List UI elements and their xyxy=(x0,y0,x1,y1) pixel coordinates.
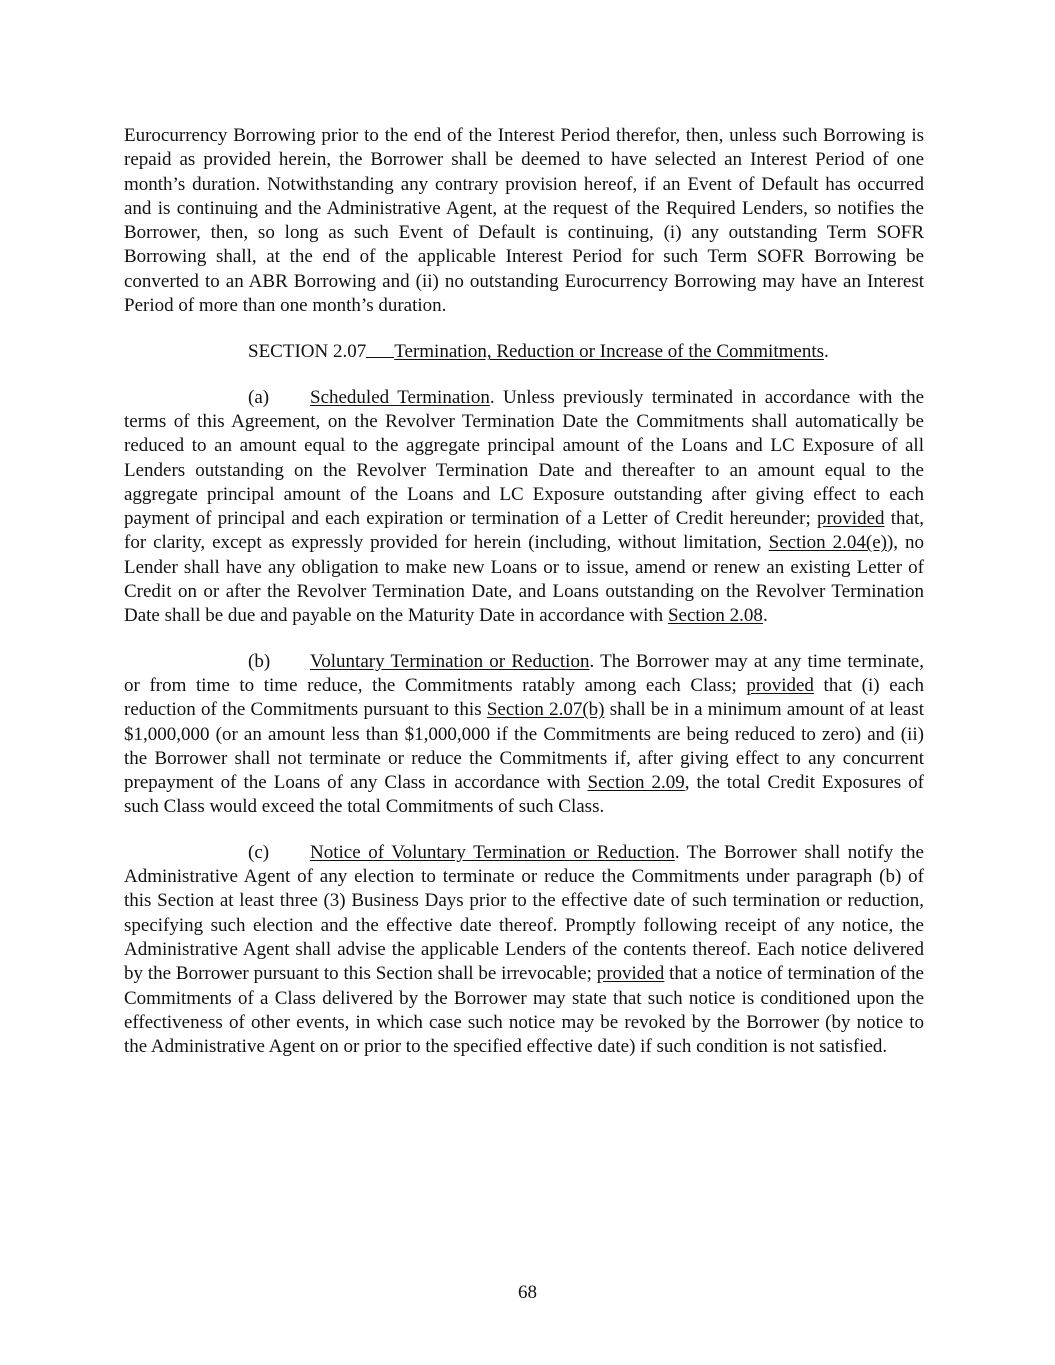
subsection-a-text: . Unless previously terminated in accordance with the terms of this Agreement, on the Revolver Termination Date the Commitments shall automatically be reduced to an amount equal to the aggregate principal amount of the Loans and LC Exposure of all Lenders outstanding on the Revolver Termination Date and thereafter to an amount equal to the aggregate principal amount of the Loans and LC Exposure outstanding after giving effect to each payment of principal and each expiration or termination of a Letter of Credit hereunder; xyxy=(124,386,924,530)
subsection-b-text: . The Borrower may at any time terminate, or from time to time reduce, the Commitments ratably among each Class; xyxy=(124,650,924,696)
intro-paragraph xyxy=(124,124,924,318)
subsection-a-text: . xyxy=(762,605,768,627)
subsection-b-title: Voluntary Termination or Reduction xyxy=(310,650,590,672)
section-heading-rule xyxy=(366,339,394,358)
section-heading xyxy=(124,339,924,364)
subsection-c-text: . The Borrower shall notify the Administrative Agent of any election to terminate or reduce the Commitments under paragraph (b) of this Section at least three (3) Business Days prior to the effective date of such termination or reduction, specifying such election and the effective date thereof. Promptly following receipt of any notice, the Administrative Agent shall advise the applicable Lenders of the contents thereof. Each notice delivered by the Borrower pursuant to this Section shall be irrevocable; xyxy=(124,841,924,985)
subsection-c-title: Notice of Voluntary Termination or Reduction xyxy=(310,841,675,863)
defined-term-provided: provided xyxy=(816,508,885,530)
subsection-b-text: , the total Credit Exposures of such Class would exceed the total Commitments of such Class. xyxy=(124,772,924,818)
subsection-a-text: that, for clarity, except as expressly provided for herein (including, without limitation, xyxy=(124,508,924,554)
subsection-b-text: that (i) each reduction of the Commitments pursuant to this xyxy=(124,674,924,721)
subsection-c-text: that a notice of termination of the Commitments of a Class delivered by the Borrower may state that such notice is conditioned upon the effectiveness of other events, in which case such notice may be revoked by the Borrower (by notice to the Administrative Agent on or prior to the specified effective date) if such condition is not satisfied. xyxy=(124,963,924,1058)
defined-term-provided: provided xyxy=(596,963,665,985)
section-number: SECTION 2.07 xyxy=(248,341,367,363)
section-title-period: . xyxy=(824,341,829,363)
section-reference: Section 2.07(b) xyxy=(486,699,605,721)
section-reference: Section 2.09 xyxy=(587,772,685,794)
subsection-c xyxy=(124,841,924,1060)
section-title: Termination, Reduction or Increase of the Commitments xyxy=(394,341,824,363)
subsection-b-marker: (b) xyxy=(248,650,271,672)
subsection-b xyxy=(124,650,924,820)
subsection-a-text: ), no Lender shall have any obligation to make new Loans or to issue, amend or renew an existing Letter of Credit on or after the Revolver Termination Date, and Loans outstanding on the Revolver Termination Date shall be due and payable on the Maturity Date in accordance with xyxy=(124,532,925,627)
subsection-a-marker: (a) xyxy=(248,386,270,408)
section-reference: Section 2.08 xyxy=(667,605,763,627)
document-body xyxy=(124,124,924,1059)
subsection-a xyxy=(124,386,924,629)
section-reference: Section 2.04(e) xyxy=(768,532,887,554)
intro-text: Eurocurrency Borrowing prior to the end of the Interest Period therefor, then, unless such Borrowing is repaid as provided herein, the Borrower shall be deemed to have selected an Interest Period of one month’s duration. Notwithstanding any contrary provision hereof, if an Event of Default has occurred and is continuing and the Administrative Agent, at the request of the Required Lenders, so notifies the Borrower, then, so long as such Event of Default is continuing, (i) any outstanding Term SOFR Borrowing shall, at the end of the applicable Interest Period for such Term SOFR Borrowing be converted to an ABR Borrowing and (ii) no outstanding Eurocurrency Borrowing may have an Interest Period of more than one month’s duration. xyxy=(124,125,924,317)
subsection-c-marker: (c) xyxy=(248,841,270,863)
subsection-a-title: Scheduled Termination xyxy=(310,386,490,408)
page-number: 68 xyxy=(518,1282,537,1303)
subsection-b-text: shall be in a minimum amount of at least $1,000,000 (or an amount less than $1,000,000 if the Commitments are being reduced to zero) and (ii) the Borrower shall not terminate or reduce the Commitments if, after giving effect to any concurrent prepayment of the Loans of any Class in accordance with xyxy=(124,699,924,794)
defined-term-provided: provided xyxy=(746,674,814,696)
